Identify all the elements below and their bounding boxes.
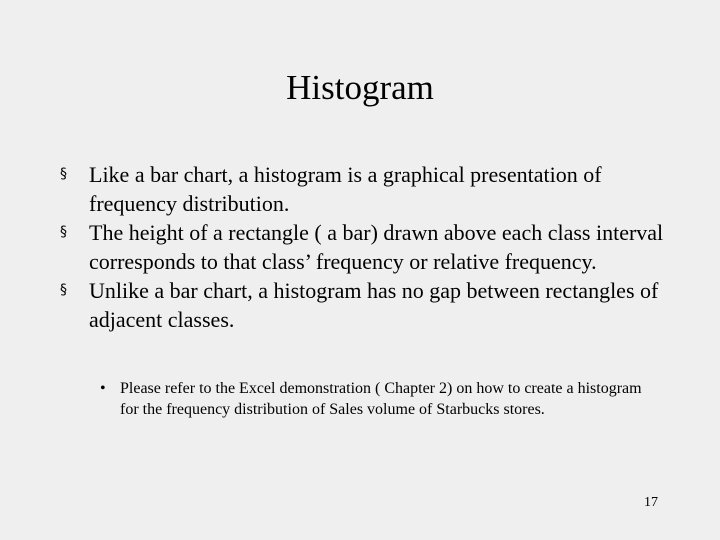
square-bullet-icon: § <box>60 224 67 240</box>
slide-title: Histogram <box>286 68 434 107</box>
square-bullet-icon: § <box>60 282 67 298</box>
sub-bullet-text: Please refer to the Excel demonstration ( Chapter 2) on how to create a histogram for the frequency distribution of Sales volume of Starbucks stores. <box>120 380 642 418</box>
square-bullet-icon: § <box>60 166 67 182</box>
bullet-list <box>60 160 670 334</box>
bullet-item <box>60 276 670 334</box>
bullet-text: The height of a rectangle ( a bar) drawn above each class interval corresponds to that class’ frequency or relative frequency. <box>89 220 664 274</box>
bullet-item <box>60 160 670 218</box>
bullet-text: Unlike a bar chart, a histogram has no gap between rectangles of adjacent classes. <box>89 278 659 332</box>
sub-bullet-item <box>100 378 660 420</box>
bullet-item <box>60 218 670 276</box>
bullet-text: Like a bar chart, a histogram is a graphical presentation of frequency distribution. <box>89 162 602 216</box>
sub-bullet-list <box>100 378 660 420</box>
page-number: 17 <box>644 495 658 510</box>
dot-bullet-icon: • <box>100 380 106 397</box>
